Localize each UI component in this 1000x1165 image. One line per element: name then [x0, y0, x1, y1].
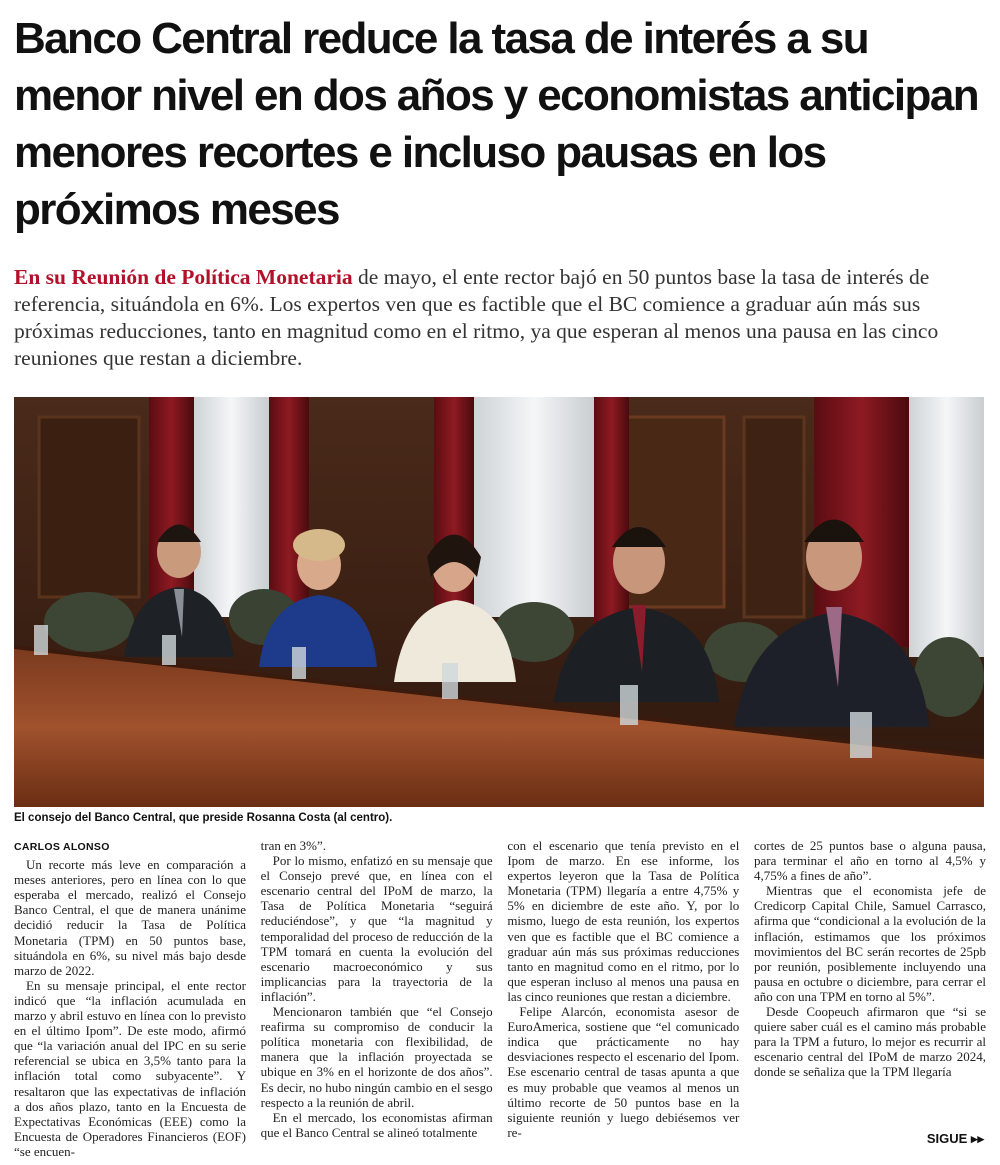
board-meeting-photo [14, 397, 984, 807]
column-3 [507, 838, 739, 1138]
photo-caption: El consejo del Banco Central, que preside Rosanna Costa (al centro). [14, 812, 393, 824]
paragraph: Desde Coopeuch afirmaron que “si se quiere saber cuál es el camino más probable para la TPM a futuro, lo mejor es recurrir al escenario central del IPoM de marzo 2024, donde se señaliza que la TPM llegaría [753, 1004, 986, 1080]
byline: CARLOS ALONSO [14, 841, 110, 853]
lead-kicker: En su Reunión de Política Monetaria [14, 265, 353, 289]
paragraph: Mientras que el economista jefe de Credicorp Capital Chile, Samuel Carrasco, afirma que “condicional a la evolución de la inflación, estimamos que los próximos movimientos del BC serán recortes de 25pb por reunión, posiblemente incluyendo una pausa en octubre o diciembre, para cerrar el año con una TPM en torno al 5%”. [753, 883, 986, 1004]
paragraph: Felipe Alarcón, economista asesor de EuroAmerica, sostiene que “el comunicado indica que prácticamente no hay desviaciones respecto el escenario del Ipom. Ese escenario central de tasas apunta a que es muy probable que veamos al menos un último recorte de 50 puntos base en la siguiente reunión y luego debiésemos ver re- [507, 1004, 740, 1140]
paragraph: Por lo mismo, enfatizó en su mensaje que el Consejo prevé que, en línea con el escenario central del IPoM de marzo, la Tasa de Política Monetaria “seguirá reduciéndose”, y que “la magnitud y temporalidad del proceso de reducción de la TPM tomará en cuenta la evolución del escenario macroeconómico y sus implicancias para la trayectoria de la inflación”. [260, 853, 493, 1004]
paragraph: Un recorte más leve en comparación a meses anteriores, pero en línea con lo que esperaba el mercado, realizó el Consejo Banco Central, el que de manera unánime decidió reducir la Tasa de Política Monetaria (TPM) en 50 puntos base, situándola en 6%, su nivel más bajo desde marzo de 2022. [14, 857, 246, 978]
paragraph: En el mercado, los economistas afirman que el Banco Central se alineó totalmente [260, 1109, 493, 1140]
paragraph: cortes de 25 puntos base o alguna pausa, para terminar el año en torno al 4,5% y 4,75% a fines de año”. [753, 838, 986, 884]
paragraph: tran en 3%”. [260, 838, 326, 853]
column-1 [14, 838, 246, 1159]
paragraph: Mencionaron también que “el Consejo reafirma su compromiso de conducir la política monetaria con flexibilidad, de manera que la inflación proyectada se ubique en 3% en el horizonte de dos años”. Es decir, no hubo ningún cambio en el sesgo respecto a la reunión de abril. [260, 1004, 493, 1110]
lead-paragraph [14, 264, 986, 372]
column-4 [754, 838, 986, 1138]
paragraph: En su mensaje principal, el ente rector indicó que “la inflación acumulada en marzo y abril estuvo en línea con lo previsto en el último Ipom”. De este modo, afirmó que “la variación anual del IPC en su serie referencial se ubica en 3,5% tanto para la inflación total como subyacente”. Y resaltaron que las expectativas de inflación a dos años plazo, tanto en la Encuesta de Expectativas Económicas (EEE) como la Encuesta de Operadores Financieros (EOF) “se encuen- [14, 977, 246, 1159]
paragraph: con el escenario que tenía previsto en el Ipom de marzo. En ese informe, los expertos leyeron que la Tasa de Política Monetaria (TPM) llegaría a entre 4,75% y 5% en diciembre de este año. Y, por lo mismo, luego de esta reunión, los expertos ven que es factible que el BC comience a graduar aún más sus próximas reducciones tanto en magnitud como en el ritmo, por lo que esperan incluso al menos una pausa en las cinco reuniones que restan a diciembre. [507, 838, 740, 1004]
continue-label[interactable]: SIGUE ▸▸ [926, 1131, 984, 1146]
headline: Banco Central reduce la tasa de interés a su menor nivel en dos años y economistas anticipan menores recortes e incluso pausas en los próximos meses [14, 14, 978, 234]
column-2 [261, 838, 493, 1138]
lead-text: de mayo, el ente rector bajó en 50 puntos base la tasa de interés de referencia, situándola en 6%. Los expertos ven que es factible que el BC comience a graduar aún más sus próximas reducciones, tanto en magnitud como en el ritmo, ya que esperan al menos una pausa en las cinco reuniones que restan a diciembre. [14, 265, 939, 370]
